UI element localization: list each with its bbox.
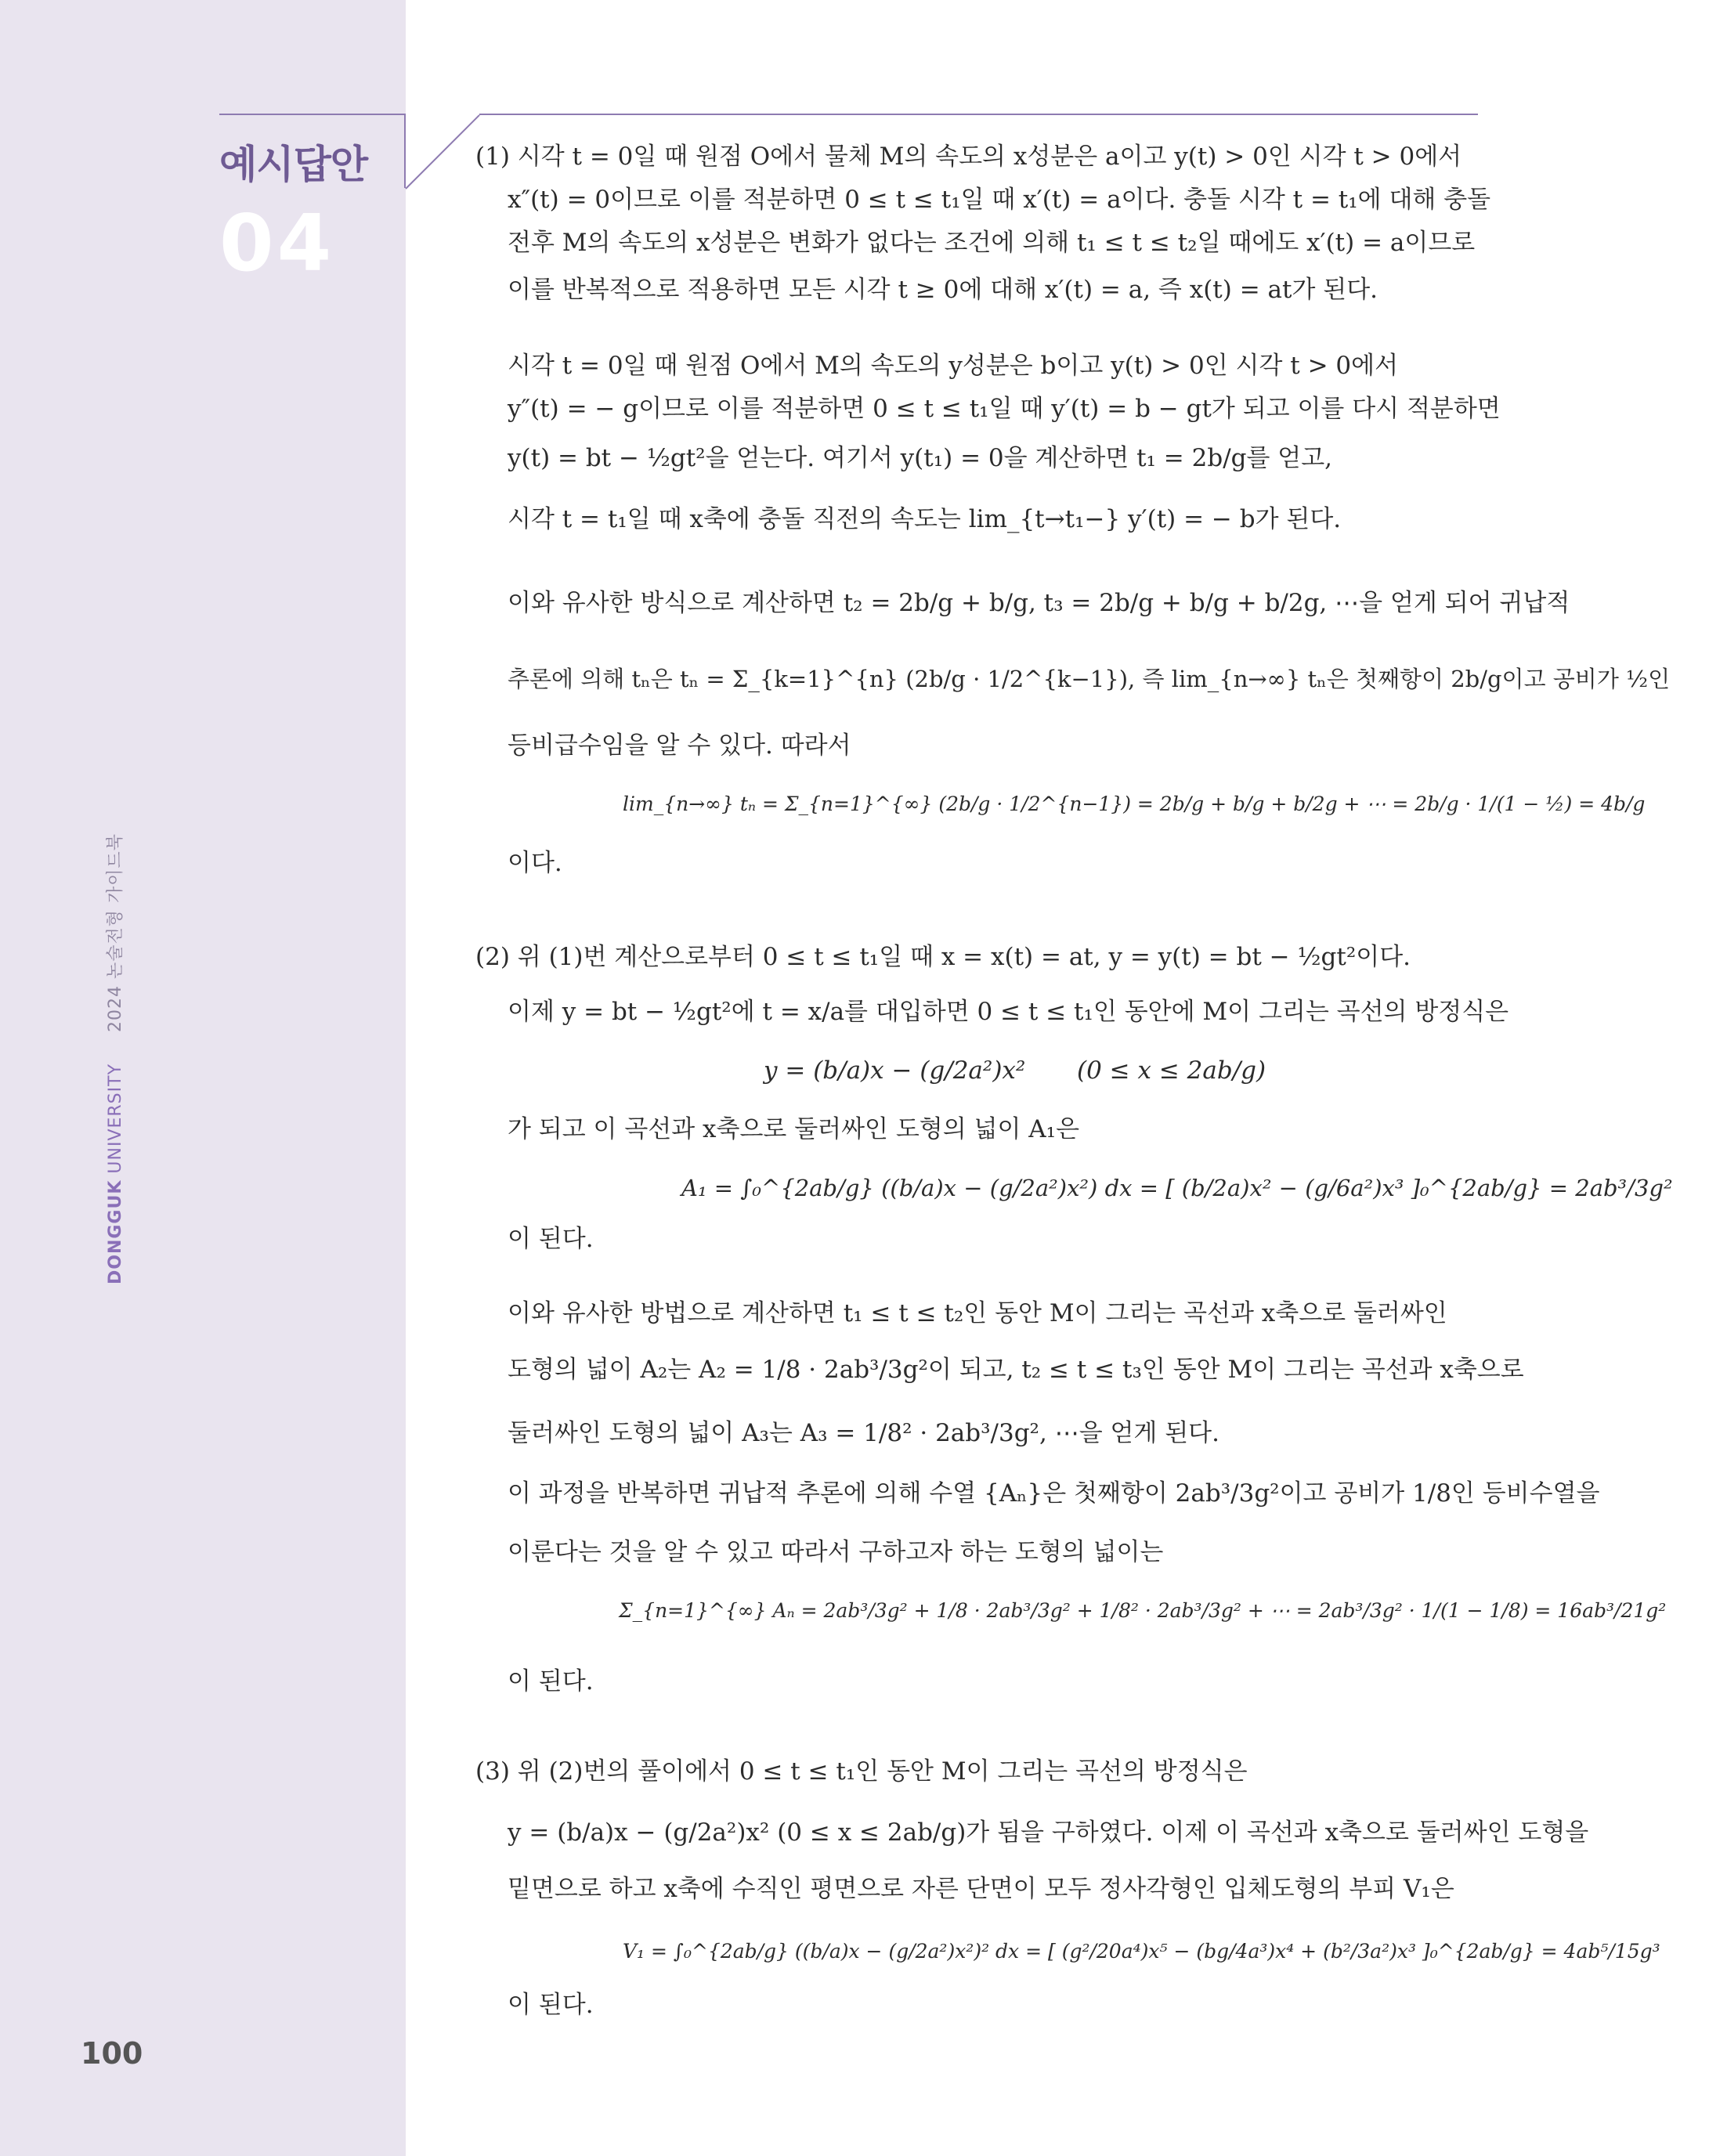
text-line: 추론에 의해 tₙ은 tₙ = Σ_{k=1}^{n} (2b/g · 1/2^{k−1}), 즉 lim_{n→∞} tₙ은 첫째항이 2b/g이고 공비가 ½인 bbox=[508, 666, 1671, 692]
formula-condition: (0 ≤ x ≤ 2ab/g) bbox=[1077, 1056, 1266, 1085]
text-line: 밑면으로 하고 x축에 수직인 평면으로 자른 단면이 모두 정사각형인 입체도형의 부피 V₁은 bbox=[508, 1875, 1454, 1903]
answer-label: 예시답안 bbox=[219, 142, 368, 187]
text-line: 이룬다는 것을 알 수 있고 따라서 구하고자 하는 도형의 넓이는 bbox=[508, 1538, 1164, 1566]
university-name: DONGGUK bbox=[106, 1179, 125, 1284]
text-line: 이 된다. bbox=[508, 1667, 594, 1696]
text-line: y(t) = bt − ½gt²을 얻는다. 여기서 y(t₁) = 0을 계산하면 t₁ = 2b/g를 얻고, bbox=[508, 444, 1333, 472]
text-line: (2) 위 (1)번 계산으로부터 0 ≤ t ≤ t₁일 때 x = x(t) = at, y = y(t) = bt − ½gt²이다. bbox=[475, 943, 1411, 971]
formula-line: lim_{n→∞} tₙ = Σ_{n=1}^{∞} (2b/g · 1/2^{n−1}) = 2b/g + b/g + b/2g + ⋯ = 2b/g · 1/(1 − ½) = 4b/g bbox=[623, 793, 1646, 815]
text-line: 이제 y = bt − ½gt²에 t = x/a를 대입하면 0 ≤ t ≤ t₁인 동안에 M이 그리는 곡선의 방정식은 bbox=[508, 998, 1509, 1026]
text-line: 이 된다. bbox=[508, 1225, 594, 1253]
text-line: (1) 시각 t = 0일 때 원점 O에서 물체 M의 속도의 x성분은 a이고 y(t) > 0인 시각 t > 0에서 bbox=[475, 143, 1462, 171]
text-line: 도형의 넓이 A₂는 A₂ = 1/8 · 2ab³/3g²이 되고, t₂ ≤ t ≤ t₃인 동안 M이 그리는 곡선과 x축으로 bbox=[508, 1356, 1524, 1384]
text-line: x″(t) = 0이므로 이를 적분하면 0 ≤ t ≤ t₁일 때 x′(t) = a이다. 충돌 시각 t = t₁에 대해 충돌 bbox=[508, 186, 1491, 214]
text-line: 등비급수임을 알 수 있다. 따라서 bbox=[508, 731, 851, 760]
text-line: 이를 반복적으로 적용하면 모든 시각 t ≥ 0에 대해 x′(t) = a, 즉 x(t) = at가 된다. bbox=[508, 276, 1378, 304]
text-line: 둘러싸인 도형의 넓이 A₃는 A₃ = 1/8² · 2ab³/3g², ⋯을 얻게 된다. bbox=[508, 1419, 1219, 1447]
formula-line: y = (b/a)x − (g/2a²)x² bbox=[764, 1056, 1026, 1085]
text-line: (3) 위 (2)번의 풀이에서 0 ≤ t ≤ t₁인 동안 M이 그리는 곡선의 방정식은 bbox=[475, 1757, 1248, 1786]
text-line: 전후 M의 속도의 x성분은 변화가 없다는 조건에 의해 t₁ ≤ t ≤ t₂일 때에도 x′(t) = a이므로 bbox=[508, 229, 1476, 257]
text-line: 시각 t = t₁일 때 x축에 충돌 직전의 속도는 lim_{t→t₁−} y′(t) = − b가 된다. bbox=[508, 505, 1342, 533]
text-line: 가 되고 이 곡선과 x축으로 둘러싸인 도형의 넓이 A₁은 bbox=[508, 1115, 1080, 1143]
guidebook-title: 2024 논술전형 가이드북 bbox=[106, 832, 125, 1032]
text-line: 시각 t = 0일 때 원점 O에서 M의 속도의 y성분은 b이고 y(t) > 0인 시각 t > 0에서 bbox=[508, 352, 1399, 380]
formula-line: Σ_{n=1}^{∞} Aₙ = 2ab³/3g² + 1/8 · 2ab³/3g² + 1/8² · 2ab³/3g² + ⋯ = 2ab³/3g² · 1/(1 − 1/8) = 16ab³/21g² bbox=[619, 1599, 1667, 1622]
text-line: 이와 유사한 방법으로 계산하면 t₁ ≤ t ≤ t₂인 동안 M이 그리는 곡선과 x축으로 둘러싸인 bbox=[508, 1299, 1447, 1327]
formula-line: A₁ = ∫₀^{2ab/g} ((b/a)x − (g/2a²)x²) dx = [ (b/2a)x² − (g/6a²)x³ ]₀^{2ab/g} = 2ab³/3g² bbox=[681, 1175, 1673, 1201]
text-line: 이와 유사한 방식으로 계산하면 t₂ = 2b/g + b/g, t₃ = 2b/g + b/g + b/2g, ⋯을 얻게 되어 귀납적 bbox=[508, 589, 1570, 617]
text-line: y″(t) = − g이므로 이를 적분하면 0 ≤ t ≤ t₁일 때 y′(t) = b − gt가 되고 이를 다시 적분하면 bbox=[508, 395, 1501, 423]
text-line: 이 된다. bbox=[508, 1991, 594, 2019]
text-line: y = (b/a)x − (g/2a²)x² (0 ≤ x ≤ 2ab/g)가 됨을 구하였다. 이제 이 곡선과 x축으로 둘러싸인 도형을 bbox=[508, 1818, 1589, 1847]
university-suffix: UNIVERSITY bbox=[106, 1063, 125, 1180]
page-number: 100 bbox=[81, 2036, 143, 2071]
text-line: 이다. bbox=[508, 849, 562, 877]
formula-line: V₁ = ∫₀^{2ab/g} ((b/a)x − (g/2a²)x²)² dx = [ (g²/20a⁴)x⁵ − (bg/4a³)x⁴ + (b²/3a²)x³ ]₀^{2ab/g} = 4ab⁵/15g³ bbox=[623, 1940, 1660, 1963]
text-line: 이 과정을 반복하면 귀납적 추론에 의해 수열 {Aₙ}은 첫째항이 2ab³/3g²이고 공비가 1/8인 등비수열을 bbox=[508, 1479, 1600, 1508]
question-number: 04 bbox=[219, 197, 335, 289]
